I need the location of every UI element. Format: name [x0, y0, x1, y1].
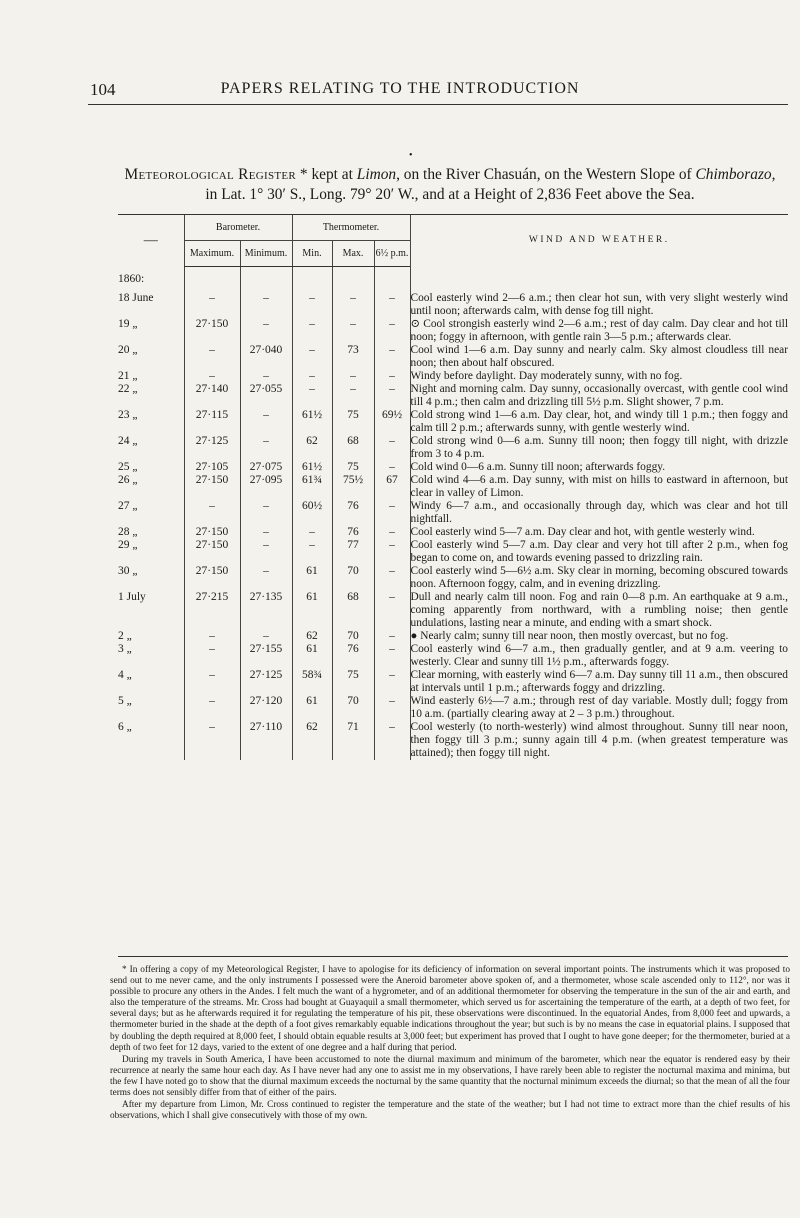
weather-text: Cool wind 1—6 a.m. Day sunny and nearly calm. Sky almost cloudless till near noon; then about half obscured. [410, 343, 788, 369]
row-date: 1 July [118, 590, 146, 603]
table-row [118, 292, 788, 318]
thermometer-max: – [332, 318, 374, 344]
barometer-min: 27·120 [240, 695, 292, 721]
barometer-min: – [240, 292, 292, 318]
register-table [118, 214, 788, 760]
wind-weather-header: WIND AND WEATHER. [410, 215, 788, 267]
weather-text: Clear morning, with easterly wind 6—7 a.m. Day sunny till 11 a.m., then obscured at intervals until 1 p.m.; afterwards foggy and drizzling. [410, 668, 788, 694]
page-number: 104 [90, 80, 116, 99]
barometer-min: – [240, 630, 292, 643]
barometer-min: 27·055 [240, 383, 292, 409]
table-bottom-rule [118, 956, 788, 957]
thermometer-min: – [292, 539, 332, 565]
thermometer-pm: – [374, 526, 410, 539]
weather-text: Cold strong wind 0—6 a.m. Sunny till noon; then foggy till night, with drizzle from 3 to 4 p.m. [410, 434, 788, 460]
row-date: 23 „ [118, 408, 138, 421]
year-label: 1860: [118, 272, 145, 285]
weather-text: Cold wind 4—6 a.m. Day sunny, with mist on hills to eastward in afternoon, but clear in valley of Limon. [410, 473, 788, 499]
weather-text: ⊙ Cool strongish easterly wind 2—6 a.m.; rest of day calm. Day clear and hot till noon; foggy in afternoon, with gentle rain 3—5 p.m.; afterwards clear. [410, 317, 788, 343]
table-row [118, 695, 788, 721]
barometer-max: – [184, 344, 240, 370]
thermometer-max: 70 [332, 630, 374, 643]
weather-text: Cool easterly wind 5—7 a.m. Day clear and hot, with gentle westerly wind. [410, 526, 788, 539]
table-row [118, 461, 788, 474]
barometer-min: 27·095 [240, 474, 292, 500]
barometer-min: – [240, 318, 292, 344]
title-river: , on the River Chasuán, on the Western Slope of [396, 166, 696, 183]
thermometer-pm: – [374, 669, 410, 695]
barometer-max: – [184, 695, 240, 721]
running-head: PAPERS RELATING TO THE INTRODUCTION [220, 80, 580, 97]
thermometer-min-header: Min. [292, 241, 332, 267]
barometer-min: 27·110 [240, 721, 292, 760]
thermometer-max: 73 [332, 344, 374, 370]
table-row [118, 539, 788, 565]
weather-text: Windy before daylight. Day moderately sunny, with no fog. [410, 370, 788, 383]
barometer-max: – [184, 292, 240, 318]
title-comma: , [771, 166, 776, 183]
weather-text: Cool westerly (to north-westerly) wind almost throughout. Sunny till near noon, then foggy till 3 p.m.; sunny again till 4 p.m. (when greatest temperature was attained); then foggy till night. [410, 720, 788, 759]
thermometer-min: 62 [292, 630, 332, 643]
thermometer-min: 61½ [292, 409, 332, 435]
table-row [118, 669, 788, 695]
thermometer-min: 60½ [292, 500, 332, 526]
thermometer-max: – [332, 383, 374, 409]
corner-dash: — [118, 215, 184, 267]
thermometer-min: – [292, 292, 332, 318]
weather-text: Cold strong wind 1—6 a.m. Day clear, hot, and windy till 1 p.m.; then foggy and calm till 2 p.m.; afterwards sunny, with gentle westerly wind. [410, 408, 788, 434]
barometer-max: 27·150 [184, 474, 240, 500]
barometer-max: 27·150 [184, 539, 240, 565]
barometer-minimum-header: Minimum. [240, 241, 292, 267]
thermometer-min: 61¾ [292, 474, 332, 500]
table-row [118, 318, 788, 344]
thermometer-pm: – [374, 383, 410, 409]
barometer-min: 27·125 [240, 669, 292, 695]
thermometer-min: 62 [292, 435, 332, 461]
thermometer-min: 62 [292, 721, 332, 760]
thermometer-min: 61 [292, 565, 332, 591]
barometer-max: 27·115 [184, 409, 240, 435]
barometer-min: – [240, 500, 292, 526]
thermometer-max: 70 [332, 695, 374, 721]
barometer-max: 27·105 [184, 461, 240, 474]
row-date: 18 June [118, 291, 154, 304]
row-date: 3 „ [118, 642, 132, 655]
barometer-maximum-header: Maximum. [184, 241, 240, 267]
thermometer-max: 68 [332, 591, 374, 630]
table-row [118, 370, 788, 383]
thermometer-pm: – [374, 643, 410, 669]
thermometer-max: 76 [332, 500, 374, 526]
weather-text: Windy 6—7 a.m., and occasionally through day, which was clear and hot till nightfall. [410, 499, 788, 525]
weather-text: Dull and nearly calm till noon. Fog and rain 0—8 p.m. An earthquake at 9 a.m., coming apparently from northward, with a rumbling noise; then gentle undulations, lasting near a minute, and ending with a smart shock. [410, 590, 788, 629]
barometer-min: 27·135 [240, 591, 292, 630]
table-row [118, 721, 788, 760]
thermometer-max: – [332, 370, 374, 383]
thermometer-max: 77 [332, 539, 374, 565]
row-date: 28 „ [118, 525, 138, 538]
table-row [118, 565, 788, 591]
footnote-barometer: During my travels in South America, I have been accustomed to note the diurnal maximum and minimum of the barometer, which near the equator is rendered easy by their recurrence at nearly the same hour each day. As I have never had any one to assist me in my observations, I have rarely been able to register the nocturnal maxima and minima, but the few I have noted go to show that the diurnal maximum exceeds the nocturnal by the same quantity that the nocturnal minimum exceeds the diurnal; so that the mean of all the four terms does not sensibly differ from that of either of the pairs. [110, 1054, 790, 1099]
table-row [118, 526, 788, 539]
title-register: Meteorological Register [124, 166, 297, 183]
barometer-max: 27·215 [184, 591, 240, 630]
thermometer-min: – [292, 344, 332, 370]
row-date: 30 „ [118, 564, 138, 577]
barometer-max: – [184, 630, 240, 643]
table-row [118, 409, 788, 435]
barometer-min: – [240, 409, 292, 435]
barometer-max: – [184, 370, 240, 383]
row-date: 19 „ [118, 317, 138, 330]
thermometer-max: 76 [332, 643, 374, 669]
barometer-max: 27·150 [184, 318, 240, 344]
thermometer-min: – [292, 370, 332, 383]
thermometer-max: – [332, 292, 374, 318]
row-date: 27 „ [118, 499, 138, 512]
thermometer-pm: – [374, 344, 410, 370]
row-date: 6 „ [118, 720, 132, 733]
title-location: in Lat. 1° 30′ S., Long. 79° 20′ W., and at a Height of 2,836 Feet above the Sea. [205, 186, 695, 203]
barometer-max: 27·140 [184, 383, 240, 409]
row-date: 26 „ [118, 473, 138, 486]
thermometer-header: Thermometer. [292, 215, 410, 241]
footnotes [110, 965, 790, 1123]
header-rule [88, 104, 788, 105]
table-row [118, 435, 788, 461]
title-mountain: Chimborazo [695, 166, 772, 183]
thermometer-max-header: Max. [332, 241, 374, 267]
row-date: 2 „ [118, 629, 132, 642]
footnote-instruments: * In offering a copy of my Meteorological Register, I have to apologise for its deficiency of information on several important points. The instruments which it was proposed to send out to me never came, and the only instruments I possessed were the Aneroid barometer above spoken of, and a thermometer, whose scale ascended only to 112°, nor was it possible to procure any others in the Andes. I felt much the want of a hygrometer, and of an additional thermometer for observing the temperature in the sun of the air and earth, and also the temperature of the streams. Mr. Cross had bought at Guayaquil a small thermometer, which served us for ascertaining the temperature of the earth, at a depth of two feet, for several days; but as he afterwards required it for regulating the temperature of his pit, these observations were discontinued. In the equatorial Andes, from 8,000 feet and upwards, a thermometer buried in the shade at the depth of a foot gives remarkably equable indications throughout the year; but such is by no means the case in equatorial plains. I supposed that by doubling the depth required at 8,000 feet, I should obtain equable results at 3,000 feet; but experiment has proved that I ought to have gone deeper; for the thermometer, buried at a depth of two feet for 12 days, varied to the extent of one degree and a half during that period. [110, 965, 790, 1053]
weather-text: Cool easterly wind 5—7 a.m. Day clear and very hot till after 2 p.m., when fog began to come on, and towards evening passed to drizzling rain. [410, 538, 788, 564]
row-date: 22 „ [118, 382, 138, 395]
barometer-min: – [240, 435, 292, 461]
thermometer-pm: – [374, 695, 410, 721]
row-date: 4 „ [118, 668, 132, 681]
barometer-min: – [240, 539, 292, 565]
thermometer-min: 61½ [292, 461, 332, 474]
barometer-header: Barometer. [184, 215, 292, 241]
barometer-min: 27·155 [240, 643, 292, 669]
thermometer-pm: – [374, 565, 410, 591]
thermometer-min: 61 [292, 695, 332, 721]
table-row [118, 500, 788, 526]
row-date: 21 „ [118, 369, 138, 382]
barometer-max: 27·125 [184, 435, 240, 461]
barometer-min: – [240, 565, 292, 591]
barometer-max: – [184, 669, 240, 695]
thermometer-min: 58¾ [292, 669, 332, 695]
weather-text: ● Nearly calm; sunny till near noon, then mostly overcast, but no fog. [410, 630, 788, 643]
table-row [118, 591, 788, 630]
weather-text: Cool easterly wind 6—7 a.m., then gradually gentler, and at 9 a.m. veering to westerly. Clear and sunny till 1½ p.m., afterwards foggy. [410, 642, 788, 668]
thermometer-pm: – [374, 721, 410, 760]
table-row [118, 474, 788, 500]
thermometer-pm: – [374, 461, 410, 474]
row-date: 25 „ [118, 460, 138, 473]
footnote-departure: After my departure from Limon, Mr. Cross continued to register the temperature and the state of the weather; but I had not time to extract more than the chief results of his observations, which I shall give consecutively with those of my own. [110, 1100, 790, 1122]
weather-text: Cold wind 0—6 a.m. Sunny till noon; afterwards foggy. [410, 461, 788, 474]
thermometer-pm: – [374, 591, 410, 630]
thermometer-max: 75½ [332, 474, 374, 500]
thermometer-pm: – [374, 435, 410, 461]
thermometer-max: 68 [332, 435, 374, 461]
weather-text: Cool easterly wind 2—6 a.m.; then clear hot sun, with very slight westerly wind until noon; afterwards calm, with dense fog till night. [410, 291, 788, 317]
thermometer-max: 75 [332, 669, 374, 695]
thermometer-min: 61 [292, 643, 332, 669]
thermometer-pm: – [374, 292, 410, 318]
thermometer-max: 70 [332, 565, 374, 591]
thermometer-min: – [292, 383, 332, 409]
barometer-max: 27·150 [184, 565, 240, 591]
barometer-min: 27·040 [240, 344, 292, 370]
title-place: Limon [356, 166, 397, 183]
thermometer-pm: – [374, 630, 410, 643]
thermometer-pm-header: 6½ p.m. [374, 241, 410, 267]
barometer-min: 27·075 [240, 461, 292, 474]
barometer-max: 27·150 [184, 526, 240, 539]
table-row [118, 344, 788, 370]
thermometer-max: 71 [332, 721, 374, 760]
thermometer-max: 75 [332, 461, 374, 474]
weather-text: Cool easterly wind 5—6½ a.m. Sky clear in morning, becoming obscured towards noon. Afternoon foggy, calm, and in evening drizzling. [410, 564, 788, 590]
table-row [118, 383, 788, 409]
weather-text: Night and morning calm. Day sunny, occasionally overcast, with gentle cool wind till 4 p.m.; then calm and drizzling till 5½ p.m. Slight shower, 7 p.m. [410, 382, 788, 408]
ornament: • [409, 150, 413, 161]
weather-text: Wind easterly 6½—7 a.m.; through rest of day variable. Mostly dull; foggy from 10 a.m. (partially clearing away at 2 – 3 p.m.) throughout. [410, 694, 788, 720]
table-row [118, 630, 788, 643]
register-title [108, 165, 792, 205]
thermometer-min: – [292, 526, 332, 539]
thermometer-pm: – [374, 370, 410, 383]
thermometer-max: 76 [332, 526, 374, 539]
barometer-max: – [184, 643, 240, 669]
thermometer-min: – [292, 318, 332, 344]
row-date: 5 „ [118, 694, 132, 707]
thermometer-max: 75 [332, 409, 374, 435]
barometer-min: – [240, 370, 292, 383]
thermometer-pm: – [374, 500, 410, 526]
row-date: 20 „ [118, 343, 138, 356]
thermometer-pm: 69½ [374, 409, 410, 435]
thermometer-pm: – [374, 539, 410, 565]
barometer-min: – [240, 526, 292, 539]
row-date: 24 „ [118, 434, 138, 447]
barometer-max: – [184, 500, 240, 526]
thermometer-pm: – [374, 318, 410, 344]
barometer-max: – [184, 721, 240, 760]
row-date: 29 „ [118, 538, 138, 551]
thermometer-pm: 67 [374, 474, 410, 500]
title-kept-at: * kept at [296, 166, 357, 183]
table-row [118, 643, 788, 669]
thermometer-min: 61 [292, 591, 332, 630]
